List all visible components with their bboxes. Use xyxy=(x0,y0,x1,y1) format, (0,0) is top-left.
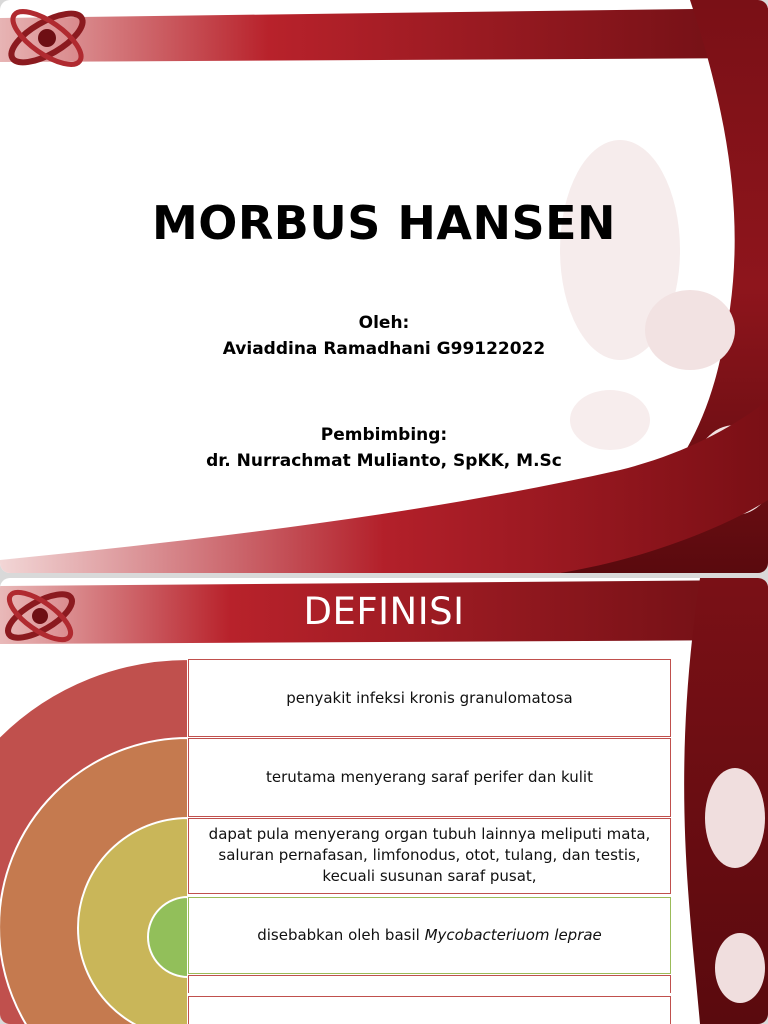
slide-title: DEFINISI xyxy=(303,590,465,633)
definition-item xyxy=(188,659,671,737)
definition-text-prefix: disebabkan oleh basil xyxy=(257,926,425,944)
top-band xyxy=(0,8,768,62)
definition-item-empty xyxy=(188,975,671,993)
definition-item xyxy=(188,738,671,817)
author-block xyxy=(0,310,768,362)
pale-petal xyxy=(715,933,765,1003)
logo-icon xyxy=(4,2,89,74)
supervisor-label: Pembimbing: xyxy=(320,425,448,445)
nested-arc-diagram xyxy=(0,659,188,1024)
author-name: Aviaddina Ramadhani G99122022 xyxy=(222,339,546,359)
author-label: Oleh: xyxy=(358,313,410,333)
definition-text: terutama menyerang saraf perifer dan kulit xyxy=(266,768,593,786)
definition-slide xyxy=(0,578,768,1024)
definition-item xyxy=(188,818,671,894)
supervisor-block xyxy=(0,422,768,474)
supervisor-name: dr. Nurrachmat Mulianto, SpKK, M.Sc xyxy=(206,451,562,471)
pale-petal xyxy=(705,768,765,868)
definition-text: penyakit infeksi kronis granulomatosa xyxy=(286,688,573,707)
bacterium-name: Mycobacteriuom leprae xyxy=(424,926,602,944)
definition-text xyxy=(257,925,602,946)
definition-item xyxy=(188,897,671,974)
definition-item-empty xyxy=(188,996,671,1024)
definition-text: dapat pula menyerang organ tubuh lainnya meliputi mata, saluran pernafasan, limfonodus, otot, tulang, dan testis, kecuali susunan saraf pusat, xyxy=(208,825,651,885)
presentation-title: MORBUS HANSEN xyxy=(151,196,616,250)
